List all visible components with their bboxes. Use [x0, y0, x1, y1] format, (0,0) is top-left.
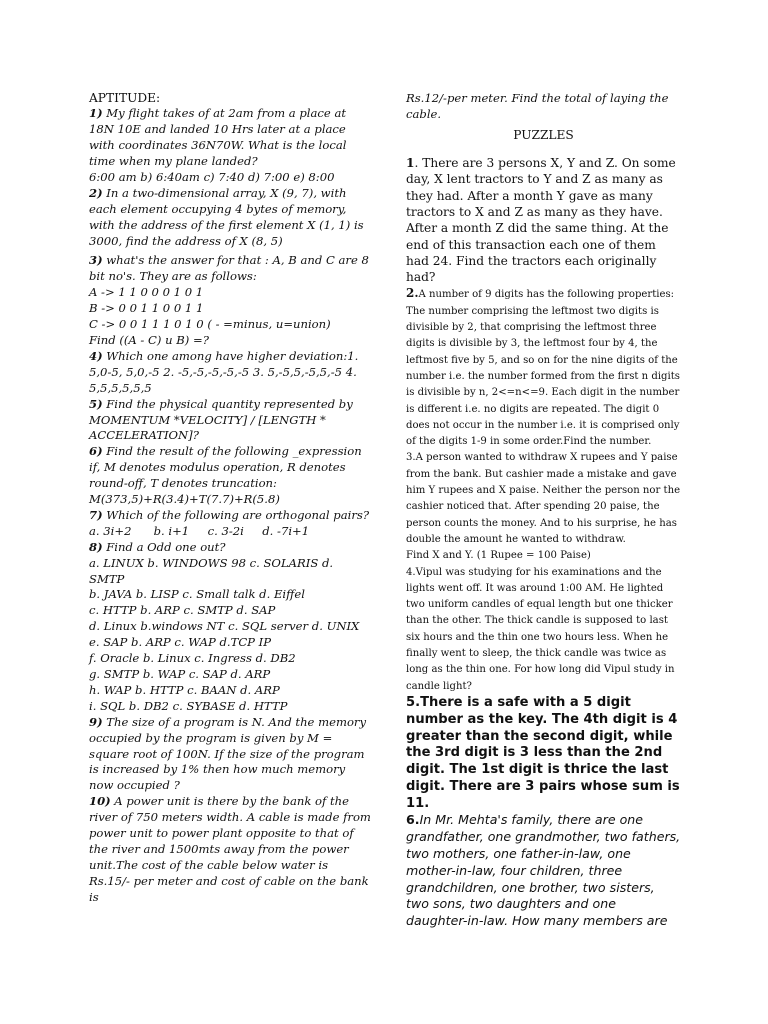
odd-one-e: e. SAP b. ARP c. WAP d.TCP IP — [89, 635, 272, 650]
question-6-expression: M(373,5)+R(3.4)+T(7.7)+R(5.8) — [89, 492, 280, 507]
odd-one-c: c. HTTP b. ARP c. SMTP d. SAP — [89, 603, 276, 618]
question-7: 7) Which of the following are orthogonal pairs? — [89, 507, 370, 522]
question-3: 3) what's the answer for that : A, B and C are 8 bit no's. They are as follows: — [89, 253, 369, 284]
question-2: 2) In a two-dimensional array, X (9, 7), with each element occupying 4 bytes of memory, with the address of the first element X (1, 1) is 3000, find the address of X (8, 5) — [89, 185, 364, 248]
line-a: A -> 1 1 0 0 0 1 0 1 — [89, 285, 204, 300]
line-b: B -> 0 0 1 1 0 0 1 1 — [89, 301, 204, 316]
question-number: 1) — [89, 106, 103, 121]
puzzle-6: 6.In Mr. Mehta's family, there are one grandfather, one grandmother, two fathers, two mothers, one father-in-law, one mother-in-law, four children, three grandchildren, one brother, two sisters, two sons, two daughters and one daughter-in-law. How many members are — [406, 812, 681, 929]
question-5: 5) Find the physical quantity represented by MOMENTUM *VELOCITY] / [LENGTH * ACCELERATION]? — [89, 396, 353, 443]
question-10-continued: Rs.12/-per meter. Find the total of laying the cable. — [406, 91, 669, 121]
line-find: Find ((A - C) u B) =? — [89, 332, 209, 347]
question-7-options: a. 3i+2 b. i+1 c. 3-2i d. -7i+1 — [89, 523, 310, 538]
question-1: 1) My flight takes of at 2am from a place at 18N 10E and landed 10 Hrs later at a place with coordinates 36N70W. What is the local time when my plane landed? — [89, 106, 347, 169]
odd-one-h: h. WAP b. HTTP c. BAAN d. ARP — [89, 682, 280, 697]
odd-one-d: d. Linux b.windows NT c. SQL server d. UNIX — [89, 619, 360, 634]
odd-one-a: a. LINUX b. WINDOWS 98 c. SOLARIS d. SMTP — [89, 555, 334, 586]
odd-one-b: b. JAVA b. LISP c. Small talk d. Eiffel — [89, 587, 305, 602]
puzzle-1: 1. There are 3 persons X, Y and Z. On some day, X lent tractors to Y and Z as many as they had. After a month Y gave as many tractors to X and Z as many as they have. After a month Z did the same thing. At the end of this transaction each one of them had 24. Find the tractors each originally had? — [406, 156, 676, 285]
question-4: 4) Which one among have higher deviation:1. 5,0-5, 5,0,-5 2. -5,-5,-5,-5,-5 3. 5,-5,5,-5,5,-5 4. 5,5,5,5,5,5 — [89, 348, 359, 395]
odd-one-g: g. SMTP b. WAP c. SAP d. ARP — [89, 667, 271, 682]
puzzles-heading: PUZZLES — [513, 127, 574, 142]
question-6: 6) Find the result of the following _expression if, M denotes modulus operation, R denotes round-off, T denotes truncation: — [89, 444, 362, 491]
aptitude-heading: APTITUDE: — [89, 91, 161, 105]
puzzle-3-ask: Find X and Y. (1 Rupee = 100 Paise) — [406, 550, 591, 562]
line-c: C -> 0 0 1 1 1 0 1 0 ( - =minus, u=union) — [89, 317, 331, 332]
question-10: 10) A power unit is there by the bank of the river of 750 meters width. A cable is made from power unit to power plant opposite to that of the river and 1500mts away from the power unit.The cost of the cable below water is Rs.15/- per meter and cost of cable on the bank is — [89, 794, 371, 904]
puzzle-2: 2.A number of 9 digits has the following properties: The number comprising the leftmost two digits is divisible by 2, that comprising the leftmost three digits is divisible by 3, the leftmost four by 4, the leftmost five by 5, and so on for the nine digits of the number i.e. the number formed from the first n digits is divisible by n, 2<=n<=9. Each digit in the number is different i.e. no digits are repeated. The digit 0 does not occur in the number i.e. it is comprised only of the digits 1-9 in some order.Find the number. — [406, 286, 680, 448]
puzzle-3: 3.A person wanted to withdraw X rupees and Y paise from the bank. But cashier made a mistake and gave him Y rupees and X paise. Neither the person nor the cashier noticed that. After spending 20 paise, the person counts the money. And to his surprise, he has double the amount he wanted to withdraw. — [406, 452, 681, 545]
question-9: 9) The size of a program is N. And the memory occupied by the program is given by M = square root of 100N. If the size of the program is increased by 1% then how much memory now occupied ? — [89, 714, 367, 793]
odd-one-i: i. SQL b. DB2 c. SYBASE d. HTTP — [89, 698, 288, 713]
aptitude-column — [89, 90, 371, 906]
question-8: 8) Find a Odd one out? — [89, 539, 226, 554]
odd-one-f: f. Oracle b. Linux c. Ingress d. DB2 — [89, 651, 296, 666]
puzzle-5: 5.There is a safe with a 5 digit number as the key. The 4th digit is 4 greater than the second digit, while the 3rd digit is 3 less than the 2nd digit. The 1st digit is thrice the last digit. There are 3 pairs whose sum is 11. — [406, 694, 680, 811]
puzzle-4: 4.Vipul was studying for his examinations and the lights went off. It was around 1:00 AM. He lighted two uniform candles of equal length but one thicker than the other. The thick candle is supposed to last six hours and the thin one two hours less. When he finally went to sleep, the thick candle was twice as long as the thin one. For how long did Vipul study in candle light? — [406, 566, 675, 692]
question-1-options: 6:00 am b) 6:40am c) 7:40 d) 7:00 e) 8:00 — [89, 169, 335, 184]
puzzles-column — [406, 91, 681, 930]
